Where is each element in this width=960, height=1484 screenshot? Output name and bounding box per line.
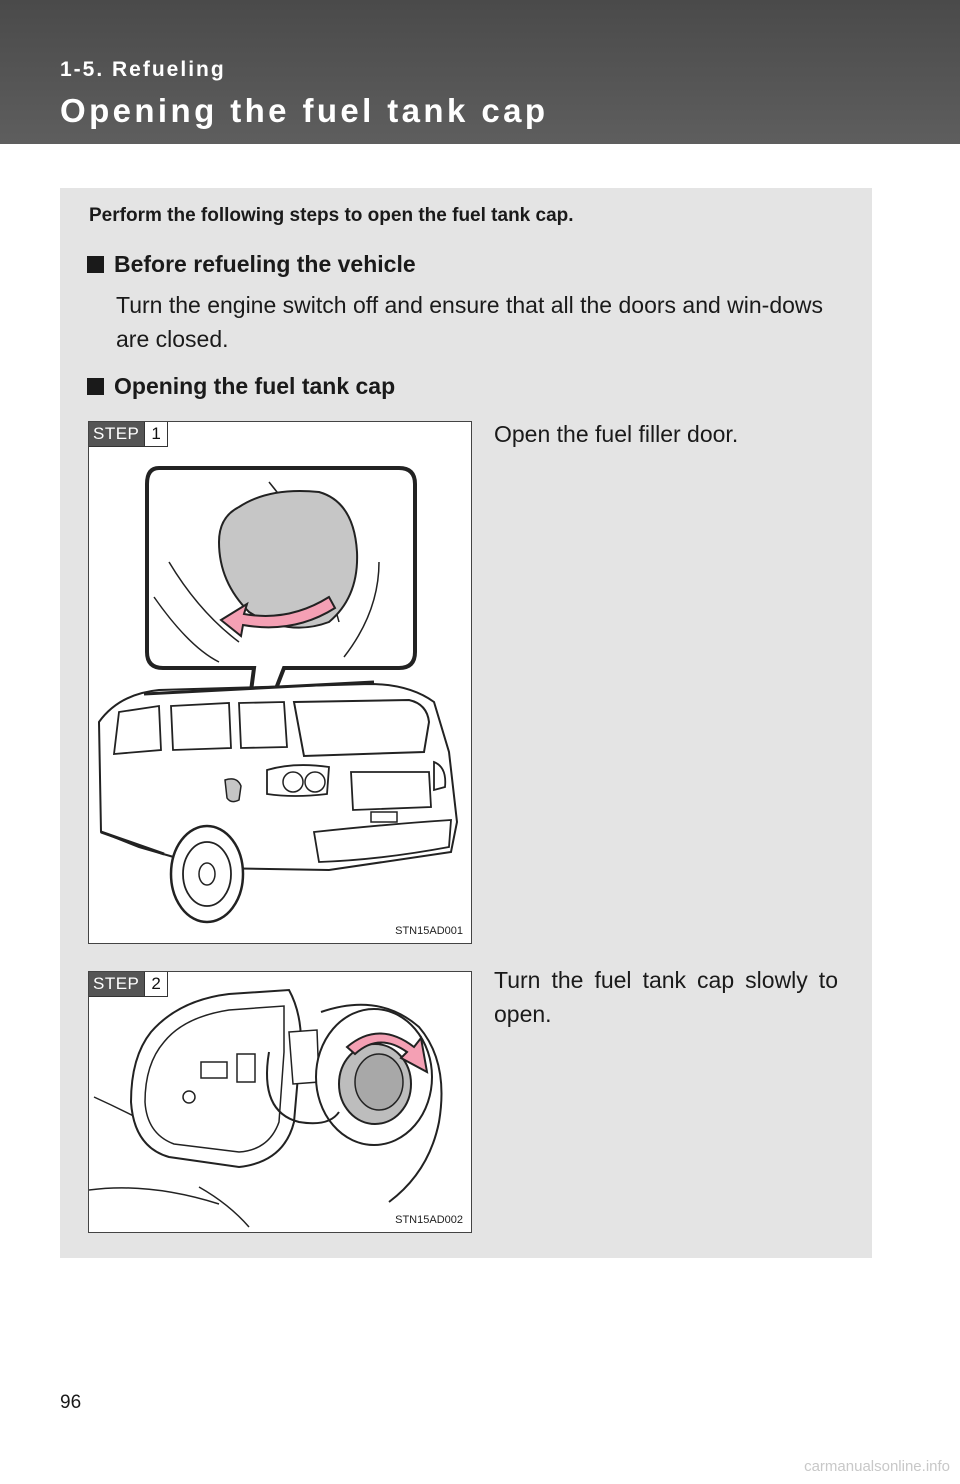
square-bullet-icon — [87, 378, 104, 395]
step-number: 2 — [144, 972, 166, 996]
step-2-badge — [89, 972, 168, 997]
before-refueling-text: Turn the engine switch off and ensure that all the doors and win-dows are closed. — [116, 292, 824, 352]
page-title: Opening the fuel tank cap — [60, 92, 549, 129]
vehicle-rear-illustration — [89, 422, 472, 944]
step-number: 1 — [144, 422, 166, 446]
square-bullet-icon — [87, 256, 104, 273]
page-header — [0, 0, 960, 144]
step-2-text: Turn the fuel tank cap slowly to open. — [494, 967, 838, 1027]
fuel-cap-illustration — [89, 972, 472, 1233]
step-label: STEP — [89, 422, 144, 446]
step-1-figure — [88, 421, 472, 944]
page-number: 96 — [60, 1392, 82, 1413]
step-label: STEP — [89, 972, 144, 996]
subheading-opening-cap — [87, 373, 395, 400]
section-label: 1-5. Refueling — [60, 58, 226, 81]
subheading-before-refueling — [87, 251, 416, 278]
figure-code: STN15AD002 — [395, 1214, 463, 1226]
intro-text: Perform the following steps to open the fuel tank cap. — [89, 205, 574, 226]
step-1-text: Open the fuel filler door. — [494, 421, 739, 447]
subheading-text: Before refueling the vehicle — [114, 251, 416, 277]
subheading-text: Opening the fuel tank cap — [114, 373, 396, 399]
step-1-badge — [89, 422, 168, 447]
watermark: carmanualsonline.info — [804, 1458, 950, 1475]
figure-code: STN15AD001 — [395, 925, 463, 937]
step-2-figure — [88, 971, 472, 1233]
